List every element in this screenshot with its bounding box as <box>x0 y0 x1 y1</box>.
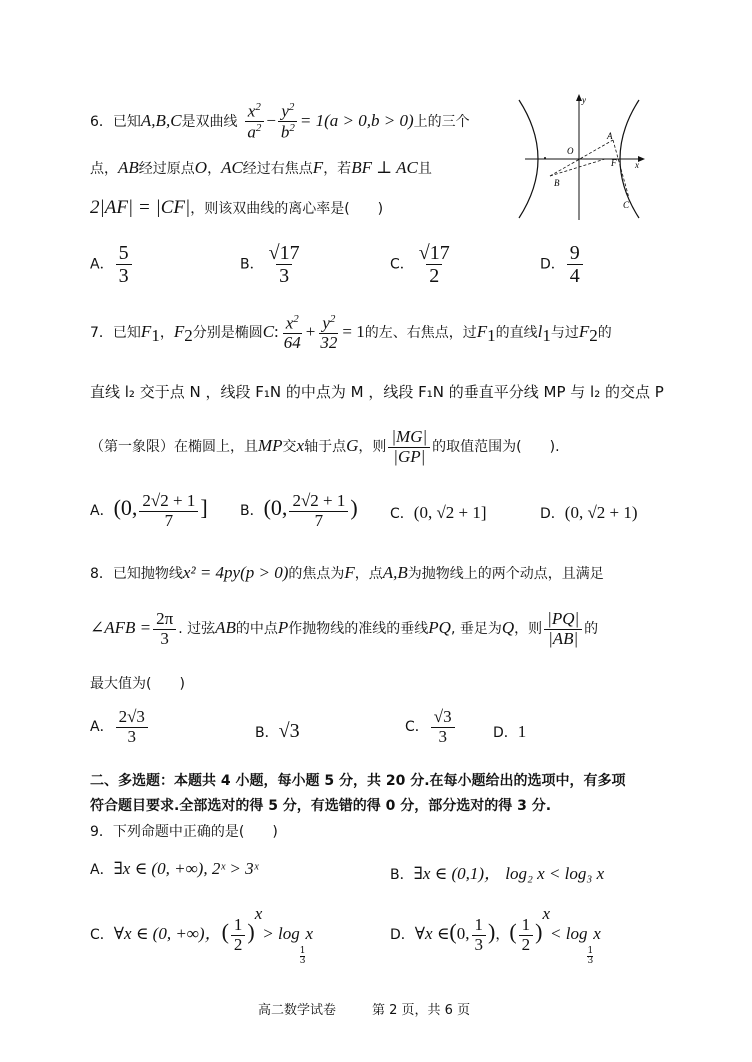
q8-line1: 8．已知抛物线x² = 4py(p > 0)的焦点为F，点A,B为抛物线上的两个动点，且满足 <box>90 563 604 582</box>
q6-hyperbola-figure <box>505 92 655 222</box>
q6-frac-y: $\frac{y^2}{b^2}$ <box>278 101 298 143</box>
label-C: C <box>623 200 630 210</box>
q6-option-a[interactable]: A． $\frac{5}{3}$ <box>90 242 134 287</box>
q7-option-c[interactable]: C．(0, √2 + 1] <box>390 503 487 522</box>
q6-option-d[interactable]: D． $\frac{9}{4}$ <box>540 242 585 287</box>
q8-line3: 最大值为( ) <box>90 676 185 692</box>
q8-option-c[interactable]: C． $\frac{√3}{3}$ <box>405 708 457 746</box>
q7-line2: 直线 l₂ 交于点 N ，线段 F₁N 的中点为 M ，线段 F₁N 的垂直平分线 MP 与 l₂ 的交点 P <box>90 383 664 401</box>
q6-line1: 6．已知A,B,C是双曲线 $\frac{x^2}{a^2}$ − $\frac{y^2}{b^2}$ = 1(a > 0,b > 0)上的三个 <box>90 101 470 142</box>
q7-option-b[interactable]: B．(0, $\frac{2√2 + 1}{7}$ ) <box>240 491 358 530</box>
q9-option-a[interactable]: A．∃x ∈ (0, +∞), 2ˣ > 3ˣ <box>90 859 259 878</box>
q6-mid: 是双曲线 <box>181 113 238 130</box>
q6-eq-tail: = 1(a > 0,b > 0) <box>299 110 414 130</box>
q7-ratio: $\frac{|MG|}{|GP|}$ <box>388 428 430 466</box>
q6-points: A,B,C <box>140 110 182 130</box>
label-F: F <box>611 158 617 168</box>
q7-frac-x: $\frac{x^2}{64}$ <box>283 313 301 353</box>
q6-condition: 2|AF| = |CF| <box>90 197 191 218</box>
q9-stem: 9．下列命题中正确的是( ) <box>90 824 278 840</box>
q8-line2: ∠AFB = $\frac{2\pi}{3}$ . 过弦AB的中点P作抛物线的准线的垂线PQ, 垂足为Q，则 $\frac{|PQ|}{|AB|}$ 的 <box>90 609 599 648</box>
footer-page-number: 第 2 页，共 6 页 <box>372 1003 471 1018</box>
q6-suffix: 上的三个 <box>413 113 470 130</box>
label-B: B <box>554 178 560 188</box>
q7-option-a[interactable]: A．(0, $\frac{2√2 + 1}{7}$ ] <box>90 491 208 530</box>
x-arrow-icon <box>638 156 645 162</box>
segment-BF <box>550 159 605 176</box>
q7-line1: 7．已知$F_1$，$F_2$分别是椭圆C: $\frac{x^2}{64}$ + $\frac{y^2}{32}$ = 1的左、右焦点，过$F_1$的直线$l_1$与过$F_2$的 <box>90 313 612 353</box>
label-A: A <box>607 131 613 141</box>
label-y: y <box>582 95 586 105</box>
q7-option-d[interactable]: D．(0, √2 + 1) <box>540 503 638 522</box>
q9-option-c[interactable]: C．∀x ∈ (0, +∞)，( $\frac{1}{2}$ )$^x$> log $\frac{1}{3}$ x <box>90 904 314 966</box>
q6-question: ，则该双曲线的离心率是( ) <box>190 201 384 217</box>
q6-line3 <box>90 197 383 219</box>
q6-option-b[interactable]: B． $\frac{√17}{3}$ <box>240 242 300 287</box>
left-focus-dot <box>544 157 546 159</box>
q6-option-c[interactable]: C． $\frac{√17}{2}$ <box>390 242 450 287</box>
q7-line3: （第一象限）在椭圆上，且MP交x轴于点G，则 $\frac{|MG|}{|GP|}$ 的取值范围为( ). <box>90 427 560 466</box>
section2-heading-line2: 符合题目要求.全部选对的得 5 分，有选错的得 0 分，部分选对的得 3 分. <box>90 798 552 814</box>
segment-AB <box>550 140 613 176</box>
q8-option-b[interactable]: B．√3 <box>255 720 300 742</box>
q9-option-d[interactable]: D．∀x ∈(0, $\frac{1}{3}$ )，( $\frac{1}{2}$ )$^x$< log $\frac{1}{3}$ x <box>390 904 601 966</box>
q9-option-b[interactable]: B．∃x ∈ (0,1)， log₂ x < log₃ x <box>390 864 605 883</box>
q8-option-d[interactable]: D．1 <box>493 722 527 741</box>
label-O: O <box>567 146 574 156</box>
q6-line2: 点，AB经过原点O，AC经过右焦点F，若BF ⊥ AC且 <box>90 158 432 177</box>
label-x: x <box>635 160 639 170</box>
footer-course: 高二数学试卷 <box>258 1003 337 1018</box>
section2-heading-line1: 二、多选题：本题共 4 小题，每小题 5 分，共 20 分.在每小题给出的选项中，有多项 <box>90 773 626 789</box>
q8-option-a[interactable]: A． $\frac{2√3}{3}$ <box>90 708 150 746</box>
q6-prefix: 6．已知 <box>90 113 141 130</box>
q7-frac-y: $\frac{y^2}{32}$ <box>320 313 338 353</box>
q6-frac-x: $\frac{x^2}{a^2}$ <box>244 101 264 143</box>
